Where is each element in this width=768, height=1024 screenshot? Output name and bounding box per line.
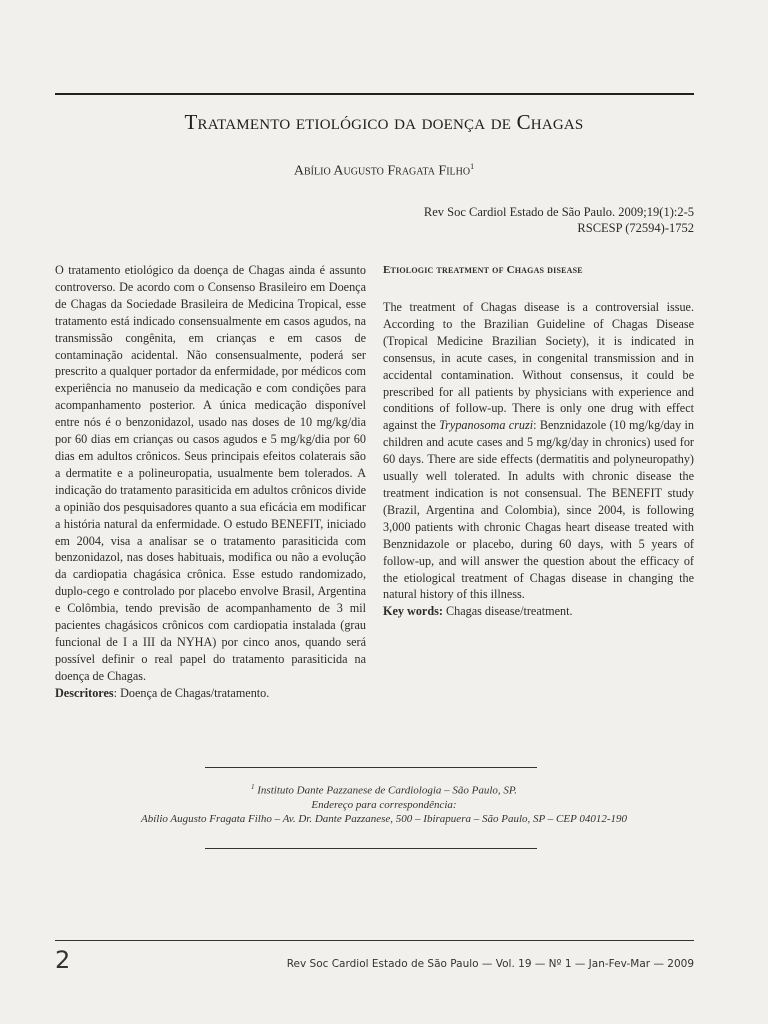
author-affiliation-mark: 1: [470, 162, 475, 171]
english-abstract: [383, 262, 694, 620]
author-line: [0, 162, 768, 180]
descritores-line: [55, 685, 366, 702]
top-rule: [55, 93, 694, 95]
correspondence-label: Endereço para correspondência:: [311, 798, 457, 811]
abstract-heading: Etiologic treatment of Chagas disease: [383, 264, 583, 276]
footer-rule: [55, 940, 694, 941]
citation-code: RSCESP (72594)-1752: [577, 221, 694, 235]
author-name: Abílio Augusto Fragata Filho: [293, 163, 471, 179]
citation-block: [424, 204, 694, 236]
citation-reference: Rev Soc Cardiol Estado de São Paulo. 2009;19(1):2-5: [423, 205, 694, 219]
portuguese-abstract: [55, 262, 366, 702]
article-title: Tratamento etiológico da doença de Chagas: [184, 110, 584, 134]
species-name: Trypanosoma cruzi: [439, 418, 534, 433]
footnote-rule-bottom: [205, 848, 537, 849]
descritores-text: : Doença de Chagas/tratamento.: [113, 685, 270, 700]
resumo-paragraph: O tratamento etiológico da doença de Chagas ainda é assunto controverso. De acordo com o Consenso Brasileiro em Doença de Chagas da Sociedade Brasileira de Medicina Tropical, esse tratamento está indicado consensualmente em casos agudos, na transmissão congênita, em crianças e em casos de contaminação acidental. Não consensualmente, poderá ser prescrito a qualquer portador da enfermidade, por médicos com experiência no manuseio da medicação e com condições para acompanhamento posterior. A única medicação disponível entre nós é o benzonidazol, usado nas doses de 10 mg/kg/dia por 60 dias em crianças ou casos agudos e 5 mg/kg/dia por 60 dias em adultos crônicos. Seus principais efeitos colaterais são a dermatite e a polineuropatia, usualmente bem tolerados. A indicação do tratamento parasiticida em adultos crônicos divide a opinião dos pesquisadores quanto a sua eficácia em modificar a história natural da enfermidade. O estudo BENEFIT, iniciado em 2004, visa a analisar se o tratamento parasiticida com benzonidazol, nas doses habituais, modifica ou não a evolução da cardiopatia chagásica crônica. Esse estudo randomizado, duplo-cego e controlado por placebo envolve Brasil, Argentina e Colômbia, tendo previsão de acompanhamento de 3 mil pacientes chagásicos crônicos com cardiopatia instalada (grau funcional de I a III da NYHA) por cinco anos, quando será possível definir o real papel do tratamento parasiticida na doença de Chagas.: [55, 263, 366, 683]
keywords-text: Chagas disease/treatment.: [442, 604, 573, 619]
affiliation-line: [0, 780, 768, 798]
descritores-label: Descritores: [55, 685, 114, 700]
affiliation-text: Instituto Dante Pazzanese de Cardiologia – São Paulo, SP.: [254, 784, 517, 797]
footnote-rule-top: [205, 767, 537, 768]
abstract-text-part2: : Benznidazole (10 mg/kg/day in children and acute cases and 5 mg/kg/day in chronics) used for 60 days. There are side effects (dermatitis and polyneuropathy) usually well tolerated. In adults with chronic disease the treatment indication is not consensual. The BENEFIT study (Brazil, Argentina and Colombia), since 2004, is following 3,000 patients with chronic Chagas heart disease treated with Benznidazole or placebo, during 60 days, with 5 years of follow-up, and will answer the question about the efficacy of the etiological treatment of Chagas disease in changing the natural history of this illness.: [383, 418, 694, 602]
keywords-label: Key words:: [383, 604, 443, 619]
abstract-paragraph: [383, 299, 694, 603]
running-footer: Rev Soc Cardiol Estado de São Paulo — Vol. 19 — Nº 1 — Jan-Fev-Mar — 2009: [286, 958, 694, 970]
keywords-line: [383, 603, 694, 620]
affiliation-mark: 1: [251, 783, 255, 791]
correspondence-address: Abílio Augusto Fragata Filho – Av. Dr. Dante Pazzanese, 500 – Ibirapuera – São Paulo, SP – CEP 04012-190: [140, 812, 628, 825]
abstract-text-part1: The treatment of Chagas disease is a controversial issue. According to the Brazilian Guideline of Chagas Disease (Tropical Medicine Brazilian Society), it is indicated in consensus, in acute cases, in congenital transmission and in accidental contamination. Without consensus, it could be prescribed for all patients by physicians with experience and conditions of follow-up. There is only one drug with effect against the: [383, 300, 694, 433]
footnote-block: [0, 780, 768, 826]
page-number: 2: [55, 946, 71, 974]
